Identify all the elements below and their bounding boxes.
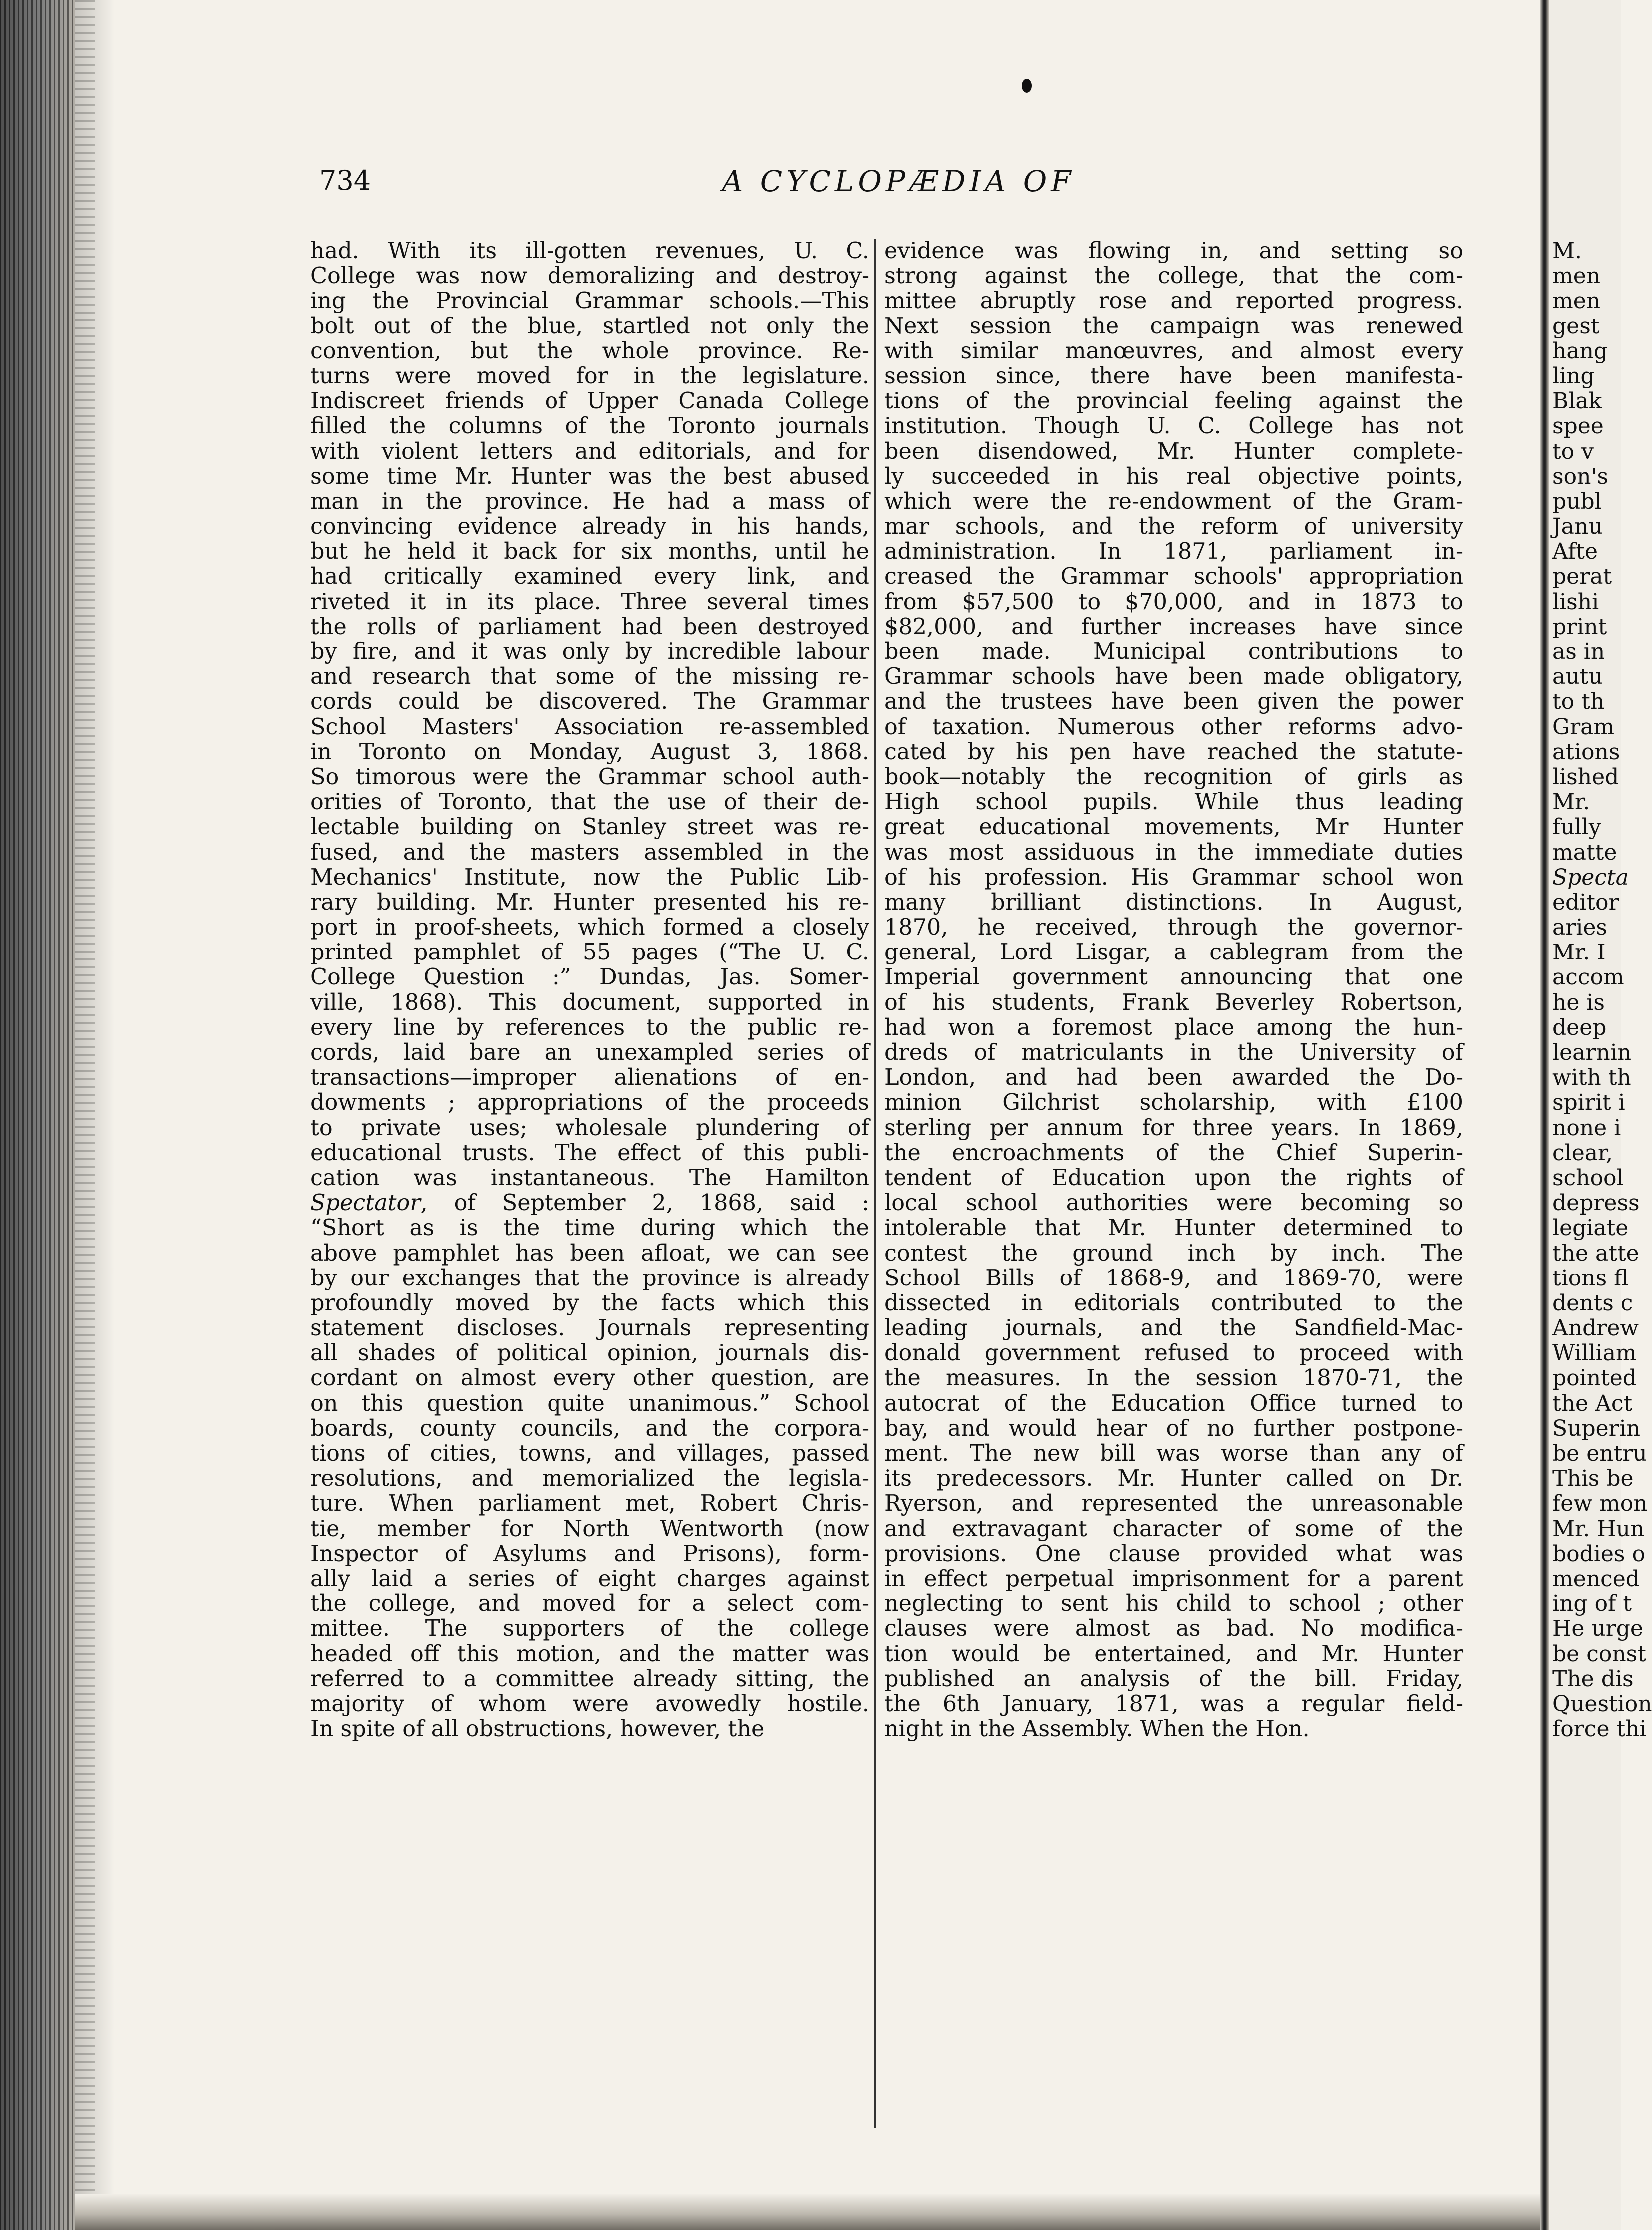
text-line: in Toronto on Monday, August 3, 1868. — [310, 739, 869, 765]
text-line: headed off this motion, and the matter was — [310, 1641, 869, 1667]
scan-bottom-edge — [75, 2194, 1540, 2230]
facing-page-line-fragment: clear, — [1552, 1140, 1613, 1166]
text-line: of taxation. Numerous other reforms advo- — [884, 714, 1463, 740]
text-line: fused, and the masters assembled in the — [310, 839, 869, 865]
text-line: intolerable that Mr. Hunter determined to — [884, 1215, 1463, 1241]
facing-page-line-fragment: William — [1552, 1340, 1637, 1366]
text-line: and research that some of the missing re- — [310, 664, 869, 690]
text-line: night in the Assembly. When the Hon. — [884, 1716, 1310, 1742]
text-line: cords could be discovered. The Grammar — [310, 689, 869, 715]
text-line: mittee. The supporters of the college — [310, 1616, 869, 1642]
column-rule — [874, 239, 876, 2128]
text-line: which were the re-endowment of the Gram- — [884, 488, 1463, 514]
text-line: great educational movements, Mr Hunter — [884, 814, 1463, 840]
scan-binding-edge — [0, 0, 75, 2230]
text-line: the encroachments of the Chief Superin- — [884, 1140, 1463, 1166]
text-line: High school pupils. While thus leading — [884, 789, 1463, 815]
text-line: College was now demoralizing and destroy- — [310, 263, 869, 289]
text-line: every line by references to the public re- — [310, 1014, 869, 1040]
facing-page-line-fragment: spirit i — [1552, 1090, 1625, 1116]
text-line: filled the columns of the Toronto journals — [310, 413, 869, 439]
text-line: So timorous were the Grammar school auth- — [310, 764, 869, 790]
text-line: port in proof-sheets, which formed a closely — [310, 915, 869, 941]
text-line: of his profession. His Grammar school won — [884, 864, 1463, 890]
facing-page-line-fragment: M. — [1552, 238, 1582, 264]
facing-page-line-fragment: depress — [1552, 1190, 1640, 1216]
text-line: its predecessors. Mr. Hunter called on Dr. — [884, 1466, 1463, 1492]
text-line: ture. When parliament met, Robert Chris- — [310, 1491, 869, 1517]
text-line: general, Lord Lisgar, a cablegram from the — [884, 940, 1463, 965]
facing-page-line-fragment: dents c — [1552, 1290, 1633, 1316]
facing-page-line-fragment: menced — [1552, 1566, 1640, 1592]
text-line: in effect perpetual imprisonment for a parent — [884, 1566, 1463, 1592]
facing-page-line-fragment: autu — [1552, 664, 1603, 690]
facing-page-line-fragment: be entru — [1552, 1441, 1647, 1466]
text-line: “Short as is the time during which the — [310, 1215, 869, 1241]
facing-page-line-fragment: school — [1552, 1165, 1624, 1191]
text-line: been made. Municipal contributions to — [884, 639, 1463, 664]
text-line: ville, 1868). This document, supported in — [310, 989, 869, 1015]
text-line: many brilliant distinctions. In August, — [884, 889, 1463, 915]
text-line: turns were moved for in the legislature. — [310, 363, 869, 389]
facing-page-line-fragment: Andrew — [1552, 1315, 1639, 1341]
gutter-shadow — [75, 0, 115, 2230]
text-line: bay, and would hear of no further postpone- — [884, 1415, 1463, 1441]
text-line: session since, there have been manifesta- — [884, 363, 1463, 389]
text-line: of his students, Frank Beverley Robertson, — [884, 989, 1463, 1015]
text-line: ing the Provincial Grammar schools.—This — [310, 288, 869, 314]
text-line: orities of Toronto, that the use of their de- — [310, 789, 869, 815]
text-line: Grammar schools have been made obligatory, — [884, 664, 1463, 690]
facing-page-line-fragment: matte — [1552, 839, 1617, 865]
text-line: educational trusts. The effect of this publi- — [310, 1140, 869, 1166]
facing-page-line-fragment: Mr. — [1552, 789, 1590, 815]
text-line: institution. Though U. C. College has not — [884, 413, 1463, 439]
text-line: donald government refused to proceed with — [884, 1340, 1463, 1366]
facing-page-line-fragment: gest — [1552, 313, 1600, 339]
facing-page-line-fragment: lished — [1552, 764, 1619, 790]
left-text-column — [310, 239, 869, 1742]
text-line: ally laid a series of eight charges against — [310, 1566, 869, 1592]
facing-page-line-fragment: fully — [1552, 814, 1601, 840]
text-line: Spectator, of September 2, 1868, said : — [310, 1190, 869, 1216]
text-line: tions of the provincial feeling against the — [884, 388, 1463, 414]
text-line: London, and had been awarded the Do- — [884, 1065, 1463, 1091]
text-line: Mechanics' Institute, now the Public Lib- — [310, 864, 869, 890]
text-line: autocrat of the Education Office turned to — [884, 1390, 1463, 1416]
text-line: 1870, he received, through the governor- — [884, 915, 1463, 941]
text-line: Imperial government announcing that one — [884, 964, 1463, 990]
facing-page-line-fragment: force thi — [1552, 1716, 1647, 1742]
text-line: was most assiduous in the immediate duties — [884, 839, 1463, 865]
running-head: A CYCLOPÆDIA OF — [722, 164, 1075, 198]
facing-page-line-fragment: bodies o — [1552, 1541, 1645, 1567]
text-line: College Question :” Dundas, Jas. Somer- — [310, 964, 869, 990]
facing-page-line-fragment: This be — [1552, 1466, 1634, 1492]
text-line: boards, county councils, and the corpora- — [310, 1415, 869, 1441]
text-line: leading journals, and the Sandfield-Mac- — [884, 1315, 1463, 1341]
text-line: Ryerson, and represented the unreasonable — [884, 1491, 1463, 1517]
text-line: had critically examined every link, and — [310, 564, 869, 590]
text-line: Next session the campaign was renewed — [884, 313, 1463, 339]
text-line: local school authorities were becoming so — [884, 1190, 1463, 1216]
text-line: to private uses; wholesale plundering of — [310, 1115, 869, 1141]
text-line: the rolls of parliament had been destroyed — [310, 614, 869, 639]
text-line: by fire, and it was only by incredible labour — [310, 639, 869, 664]
text-line: ment. The new bill was worse than any of — [884, 1441, 1463, 1466]
text-line: profoundly moved by the facts which this — [310, 1290, 869, 1316]
facing-page-line-fragment: none i — [1552, 1115, 1621, 1141]
text-line: clauses were almost as bad. No modifica- — [884, 1616, 1463, 1642]
text-line: but he held it back for six months, until he — [310, 539, 869, 565]
text-line: majority of whom were avowedly hostile. — [310, 1691, 869, 1717]
text-line: Indiscreet friends of Upper Canada College — [310, 388, 869, 414]
text-line: dowments ; appropriations of the proceeds — [310, 1090, 869, 1116]
facing-page-text-column — [1552, 238, 1652, 1742]
text-line: strong against the college, that the com- — [884, 263, 1463, 289]
text-line: lectable building on Stanley street was re- — [310, 814, 869, 840]
text-line: statement discloses. Journals representing — [310, 1315, 869, 1341]
text-line: published an analysis of the bill. Friday, — [884, 1666, 1463, 1692]
text-line: provisions. One clause provided what was — [884, 1541, 1463, 1567]
facing-page-line-fragment: hang — [1552, 338, 1608, 364]
text-line: from $57,500 to $70,000, and in 1873 to — [884, 589, 1463, 615]
text-line: cords, laid bare an unexampled series of — [310, 1040, 869, 1065]
facing-page-line-fragment: pointed — [1552, 1365, 1637, 1391]
facing-page-line-fragment: ling — [1552, 363, 1595, 389]
text-line: tion would be entertained, and Mr. Hunter — [884, 1641, 1463, 1667]
text-line: mittee abruptly rose and reported progress. — [884, 288, 1463, 314]
text-line: transactions—improper alienations of en- — [310, 1065, 869, 1091]
text-line: bolt out of the blue, startled not only the — [310, 313, 869, 339]
facing-page-line-fragment: tions fl — [1552, 1265, 1629, 1291]
text-line: cation was instantaneous. The Hamilton — [310, 1165, 869, 1191]
text-line: minion Gilchrist scholarship, with £100 — [884, 1090, 1463, 1116]
facing-page-line-fragment: son's — [1552, 463, 1609, 489]
page-fold — [1540, 0, 1549, 2230]
facing-page-line-fragment: editor — [1552, 889, 1619, 915]
facing-page-line-fragment: deep — [1552, 1014, 1607, 1040]
facing-page-line-fragment: Specta — [1552, 864, 1629, 890]
text-line: ly succeeded in his real objective points, — [884, 463, 1463, 489]
text-line: and extravagant character of some of the — [884, 1516, 1463, 1542]
facing-page-line-fragment: men — [1552, 263, 1601, 289]
facing-page-line-fragment: learnin — [1552, 1040, 1632, 1065]
facing-page-line-fragment: Afte — [1552, 539, 1598, 565]
text-line: printed pamphlet of 55 pages (“The U. C. — [310, 940, 869, 965]
text-line: creased the Grammar schools' appropriation — [884, 564, 1463, 590]
facing-page-line-fragment: the atte — [1552, 1240, 1639, 1266]
facing-page-line-fragment: Mr. Hun — [1552, 1516, 1645, 1542]
facing-page-line-fragment: few mon — [1552, 1491, 1648, 1517]
text-line: book—notably the recognition of girls as — [884, 764, 1463, 790]
text-line: tendent of Education upon the rights of — [884, 1165, 1463, 1191]
text-line: cordant on almost every other question, are — [310, 1365, 869, 1391]
middle-text-column — [884, 239, 1463, 1742]
text-line: School Masters' Association re-assembled — [310, 714, 869, 740]
text-line: the college, and moved for a select com- — [310, 1591, 869, 1617]
facing-page-line-fragment: print — [1552, 614, 1607, 639]
text-line: riveted it in its place. Three several times — [310, 589, 869, 615]
text-line: sterling per annum for three years. In 1869, — [884, 1115, 1463, 1141]
text-line: dreds of matriculants in the University of — [884, 1040, 1463, 1065]
text-line: with violent letters and editorials, and for — [310, 438, 869, 464]
text-line: resolutions, and memorialized the legisla- — [310, 1466, 869, 1492]
text-line: cated by his pen have reached the statute- — [884, 739, 1463, 765]
text-line: the 6th January, 1871, was a regular field- — [884, 1691, 1463, 1717]
facing-page-line-fragment: men — [1552, 288, 1601, 314]
text-line: rary building. Mr. Hunter presented his re- — [310, 889, 869, 915]
text-line: had won a foremost place among the hun- — [884, 1014, 1463, 1040]
facing-page-line-fragment: accom — [1552, 964, 1624, 990]
text-line: contest the ground inch by inch. The — [884, 1240, 1463, 1266]
text-line: referred to a committee already sitting, the — [310, 1666, 869, 1692]
text-line: tie, member for North Wentworth (now — [310, 1516, 869, 1542]
text-line: Inspector of Asylums and Prisons), form- — [310, 1541, 869, 1567]
text-line: mar schools, and the reform of university — [884, 514, 1463, 540]
text-line: $82,000, and further increases have since — [884, 614, 1463, 639]
facing-page-line-fragment: Question — [1552, 1691, 1652, 1717]
text-line: and the trustees have been given the power — [884, 689, 1463, 715]
facing-page-line-fragment: to v — [1552, 438, 1594, 464]
text-line: above pamphlet has been afloat, we can see — [310, 1240, 869, 1266]
facing-page-line-fragment: The dis — [1552, 1666, 1634, 1692]
facing-page-line-fragment: spee — [1552, 413, 1604, 439]
text-line: convention, but the whole province. Re- — [310, 338, 869, 364]
text-line: had. With its ill-gotten revenues, U. C. — [310, 238, 869, 264]
facing-page-line-fragment: the Act — [1552, 1390, 1633, 1416]
facing-page-line-fragment: with th — [1552, 1065, 1631, 1091]
page-number: 734 — [319, 165, 371, 196]
text-line: tions of cities, towns, and villages, passed — [310, 1441, 869, 1466]
text-line: man in the province. He had a mass of — [310, 488, 869, 514]
text-line: evidence was flowing in, and setting so — [884, 238, 1463, 264]
text-line: all shades of political opinion, journals dis- — [310, 1340, 869, 1366]
facing-page-line-fragment: as in — [1552, 639, 1605, 664]
facing-page-line-fragment: Blak — [1552, 388, 1602, 414]
facing-page-line-fragment: be const — [1552, 1641, 1646, 1667]
text-line: dissected in editorials contributed to the — [884, 1290, 1463, 1316]
text-line: administration. In 1871, parliament in- — [884, 539, 1463, 565]
facing-page-line-fragment: Superin — [1552, 1415, 1641, 1441]
text-line: School Bills of 1868-9, and 1869-70, were — [884, 1265, 1463, 1291]
text-line: neglecting to sent his child to school ; other — [884, 1591, 1463, 1617]
ink-dot — [1022, 79, 1032, 93]
facing-page-line-fragment: ations — [1552, 739, 1620, 765]
facing-page-line-fragment: Gram — [1552, 714, 1615, 740]
text-line: with similar manœuvres, and almost every — [884, 338, 1463, 364]
italic-title: Spectator — [310, 1190, 421, 1216]
facing-page-line-fragment: Mr. I — [1552, 940, 1606, 965]
facing-page-line-fragment: aries — [1552, 915, 1607, 941]
facing-page-line-fragment: He urge — [1552, 1616, 1643, 1642]
facing-page-line-fragment: publ — [1552, 488, 1602, 514]
facing-page-line-fragment: ing of t — [1552, 1591, 1632, 1617]
facing-page-line-fragment: Janu — [1552, 514, 1603, 540]
text-line: the measures. In the session 1870-71, the — [884, 1365, 1463, 1391]
facing-page-line-fragment: legiate — [1552, 1215, 1629, 1241]
text-line: some time Mr. Hunter was the best abused — [310, 463, 869, 489]
facing-page-line-fragment: he is — [1552, 989, 1605, 1015]
text-line: on this question quite unanimous.” School — [310, 1390, 869, 1416]
facing-page-line-fragment: lishi — [1552, 589, 1599, 615]
text-line: In spite of all obstructions, however, the — [310, 1716, 765, 1742]
text-line: convincing evidence already in his hands, — [310, 514, 869, 540]
facing-page-line-fragment: perat — [1552, 564, 1612, 590]
text-line: been disendowed, Mr. Hunter complete- — [884, 438, 1463, 464]
facing-page-line-fragment: to th — [1552, 689, 1605, 715]
text-line: by our exchanges that the province is already — [310, 1265, 869, 1291]
